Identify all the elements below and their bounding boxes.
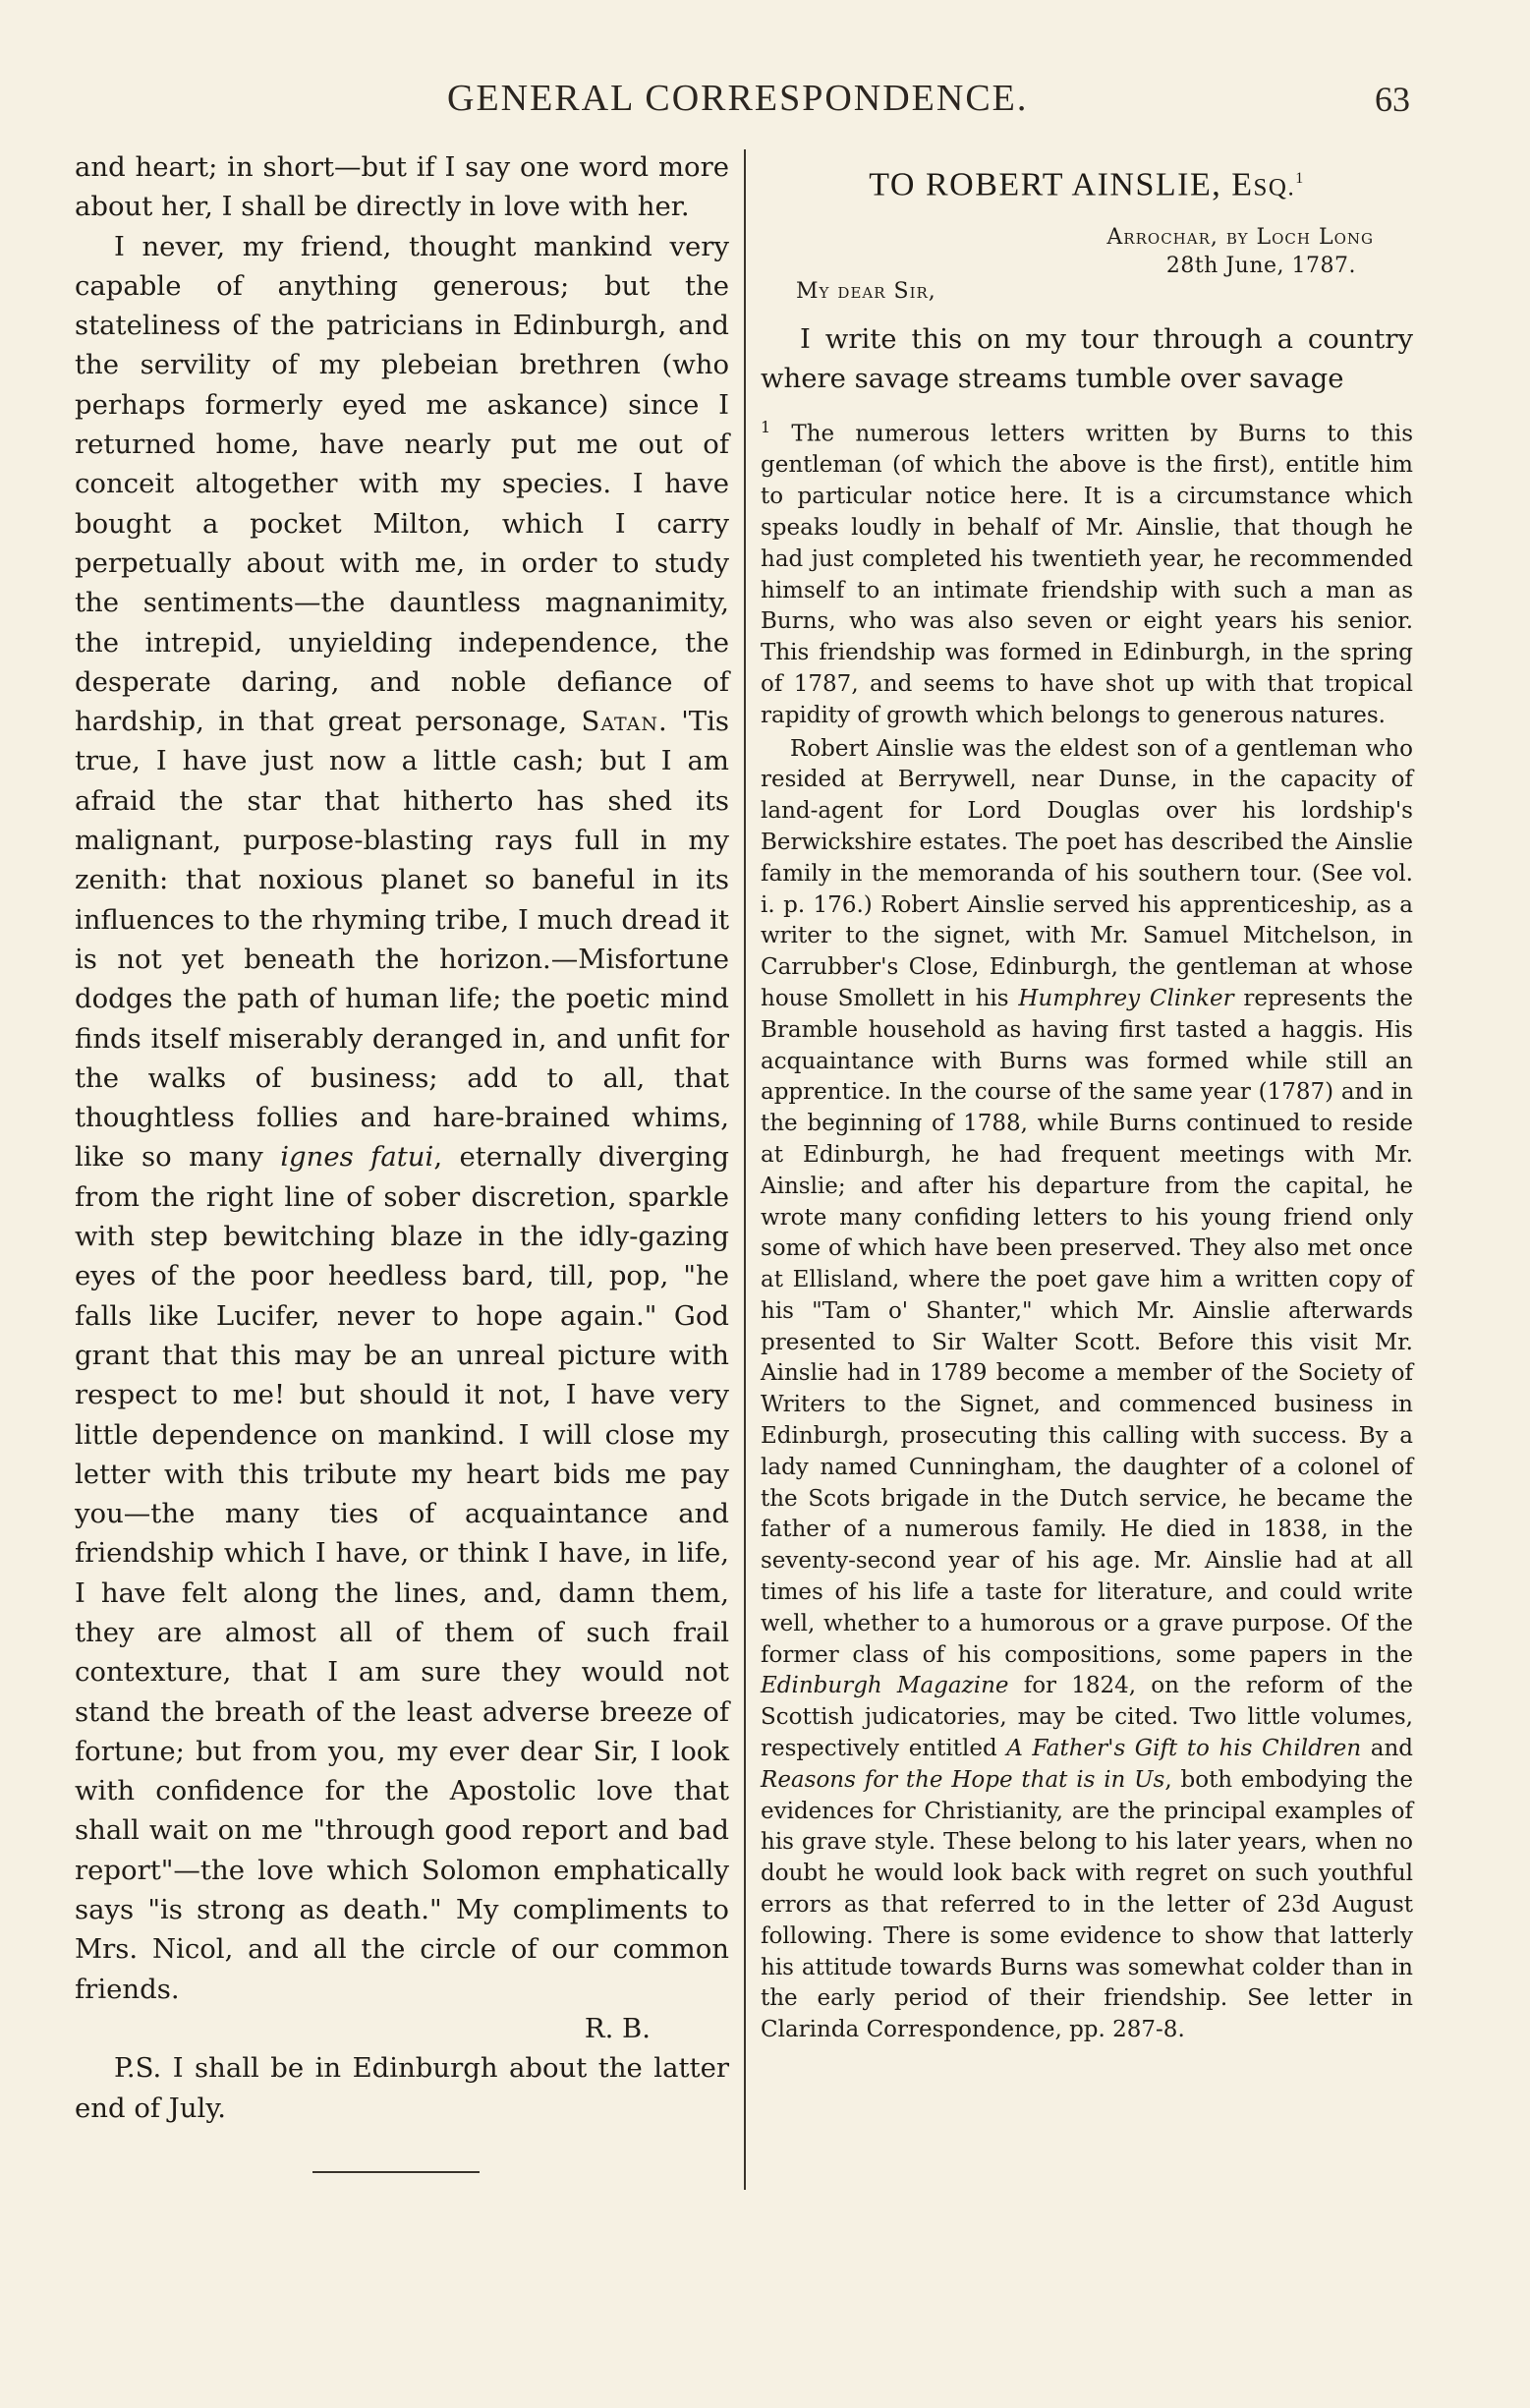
footnote-ref: 1 (1295, 170, 1305, 187)
postscript: P.S. I shall be in Edinburgh about the latter end of July. (75, 2052, 729, 2124)
fathers-gift-italic: A Father's Gift to his Children (1006, 1736, 1362, 1762)
column-divider (744, 149, 746, 2190)
footnote-marker: 1 (761, 417, 771, 436)
salutation: My dear Sir, (796, 279, 936, 305)
satan-smallcaps: Satan (581, 706, 659, 738)
text-run: and (1370, 1736, 1414, 1762)
edinburgh-magazine-italic: Edinburgh Magazine (761, 1673, 1009, 1699)
signature: R. B. (584, 2012, 651, 2044)
page-number: 63 (1375, 80, 1410, 119)
running-head: GENERAL CORRESPONDENCE. (447, 78, 1029, 119)
humphrey-clinker-italic: Humphrey Clinker (1018, 985, 1234, 1011)
paragraph-main (75, 227, 729, 2009)
heading-smallcaps: SQ. (1253, 174, 1296, 201)
left-column (75, 147, 729, 2128)
footnote-paragraph (761, 734, 1413, 2046)
reasons-hope-italic: Reasons for the Hope that is in Us (761, 1766, 1165, 1793)
text-run: The numerous letters written by Burns to this gentleman (of which the above is the first), entitle him to particular notice here. It is a circumstance which speaks loudly in behalf of Mr. Ainslie, that though he had just completed his twentieth year, he recommended himself to an intimate friendship with such a man as Burns, who was also seven or eight years his senior. This friendship was formed in Edinburgh, in the spring of 1787, and seems to have shot up with that tropical rapidity of growth which belongs to generous natures. (761, 421, 1414, 728)
place-line: Arrochar, by Loch Long (1106, 225, 1374, 251)
letter-heading (761, 163, 1413, 203)
text-run: , eternally diverging from the right line of sober discretion, sparkle with step bewitching blaze in the idly-gazing eyes of the poor heedless bard, till, pop, "he falls like Lucifer, never to hope again." God grant that this may be an unreal picture with respect to me! but should it not, I have very little dependence on mankind. I will close my letter with this tribute my heart bids me pay you—the many ties of acquaintance and friendship which I have, or think I have, in life, I have felt along the lines, and, damn them, they are almost all of them of such frail contexture, that I am sure they would not stand the breath of the least adverse breeze of fortune; but from you, my ever dear Sir, I look with confidence for the Apostolic love that shall wait on me "through good report and bad report"—the love which Solomon emphatically says "is strong as death." My compliments to Mrs. Nicol, and all the circle of our common friends. (75, 1141, 729, 2005)
text-run: , both embodying the evidences for Christianity, are the principal examples of his grave style. These belong to his later years, when no doubt he would look back with regret on such youthful errors as that referred to in the letter of 23d August following. There is some evidence to show that latterly his attitude towards Burns was somewhat colder than in the early period of their friendship. See letter in Clarinda Correspondence, pp. 287-8. (761, 1766, 1414, 2043)
text-run: . 'Tis true, I have just now a little cash; but I am afraid the star that hitherto has shed its malignant, purpose-blasting rays full in my zenith: that noxious planet so baneful in its influences to the rhyming tribe, I much dread it is not yet beneath the horizon.—Misfortune dodges the path of human life; the poetic mind finds itself miserably deranged in, and unfit for the walks of business; add to all, that thoughtless follies and hare-brained whims, like so many (75, 706, 729, 1174)
dateline (761, 223, 1413, 280)
end-rule (312, 2171, 480, 2173)
paragraph-continuation: and heart; in short—but if I say one word more about her, I shall be directly in love with her. (75, 151, 729, 223)
ignes-fatui-italic: ignes fatui (280, 1141, 434, 1174)
text-run: Robert Ainslie was the eldest son of a gentleman who resided at Berrywell, near Dunse, in the capacity of land-agent for Lord Douglas over his lordship's Berwickshire estates. The poet has described the Ainslie family in the memoranda of his southern tour. (See vol. i. p. 176.) Robert Ainslie served his apprenticeship, as a writer to the signet, with Mr. Samuel Mitchelson, in Carrubber's Close, Edinburgh, the gentleman at whose house Smollett in his (761, 735, 1413, 1011)
letter-opening: I write this on my tour through a country where savage streams tumble over savage (761, 322, 1413, 394)
text-run: represents the Bramble household as having first tasted a haggis. His acquaintance with Burns was formed while still an apprentice. In the course of the same year (1787) and in the beginning of 1788, while Burns continued to reside at Edinburgh, he had frequent meetings with Mr. Ainslie; and after his departure from the capital, he wrote many confiding letters to his young friend only some of which have been preserved. They also met once at Ellisland, where the poet gave him a written copy of his "Tam o' Shanter," which Mr. Ainslie afterwards presented to Sir Walter Scott. Before this visit Mr. Ainslie had in 1789 become a member of the Society of Writers to the Signet, and commenced business in Edinburgh, prosecuting this calling with success. By a lady named Cunningham, the daughter of a colonel of the Scots brigade in the Dutch service, he became the father of a numerous family. He died in 1838, in the seventy-second year of his age. Mr. Ainslie had at all times of his life a taste for literature, and could write well, whether to a humorous or a grave purpose. Of the former class of his compositions, some papers in the (761, 985, 1414, 1668)
heading-text: TO ROBERT AINSLIE, E (869, 166, 1254, 203)
text-run: I never, my friend, thought mankind very capable of anything generous; but the stateliness of the patricians in Edinburgh, and the servility of my plebeian brethren (who perhaps formerly eyed me askance) since I returned home, have nearly put me out of conceit altogether with my species. I have bought a pocket Milton, which I carry perpetually about with me, in order to study the sentiments—the dauntless magnanimity, the intrepid, unyielding independence, the desperate daring, and noble defiance of hardship, in that great personage, (75, 230, 729, 738)
date-line: 28th June, 1787. (1165, 254, 1356, 279)
right-column (761, 147, 1413, 2046)
footnote-paragraph (761, 412, 1413, 732)
text-run: for 1824, on the reform of the Scottish judicatories, may be cited. Two little volumes, respectively entitled (761, 1673, 1413, 1762)
footnote (761, 412, 1413, 2046)
